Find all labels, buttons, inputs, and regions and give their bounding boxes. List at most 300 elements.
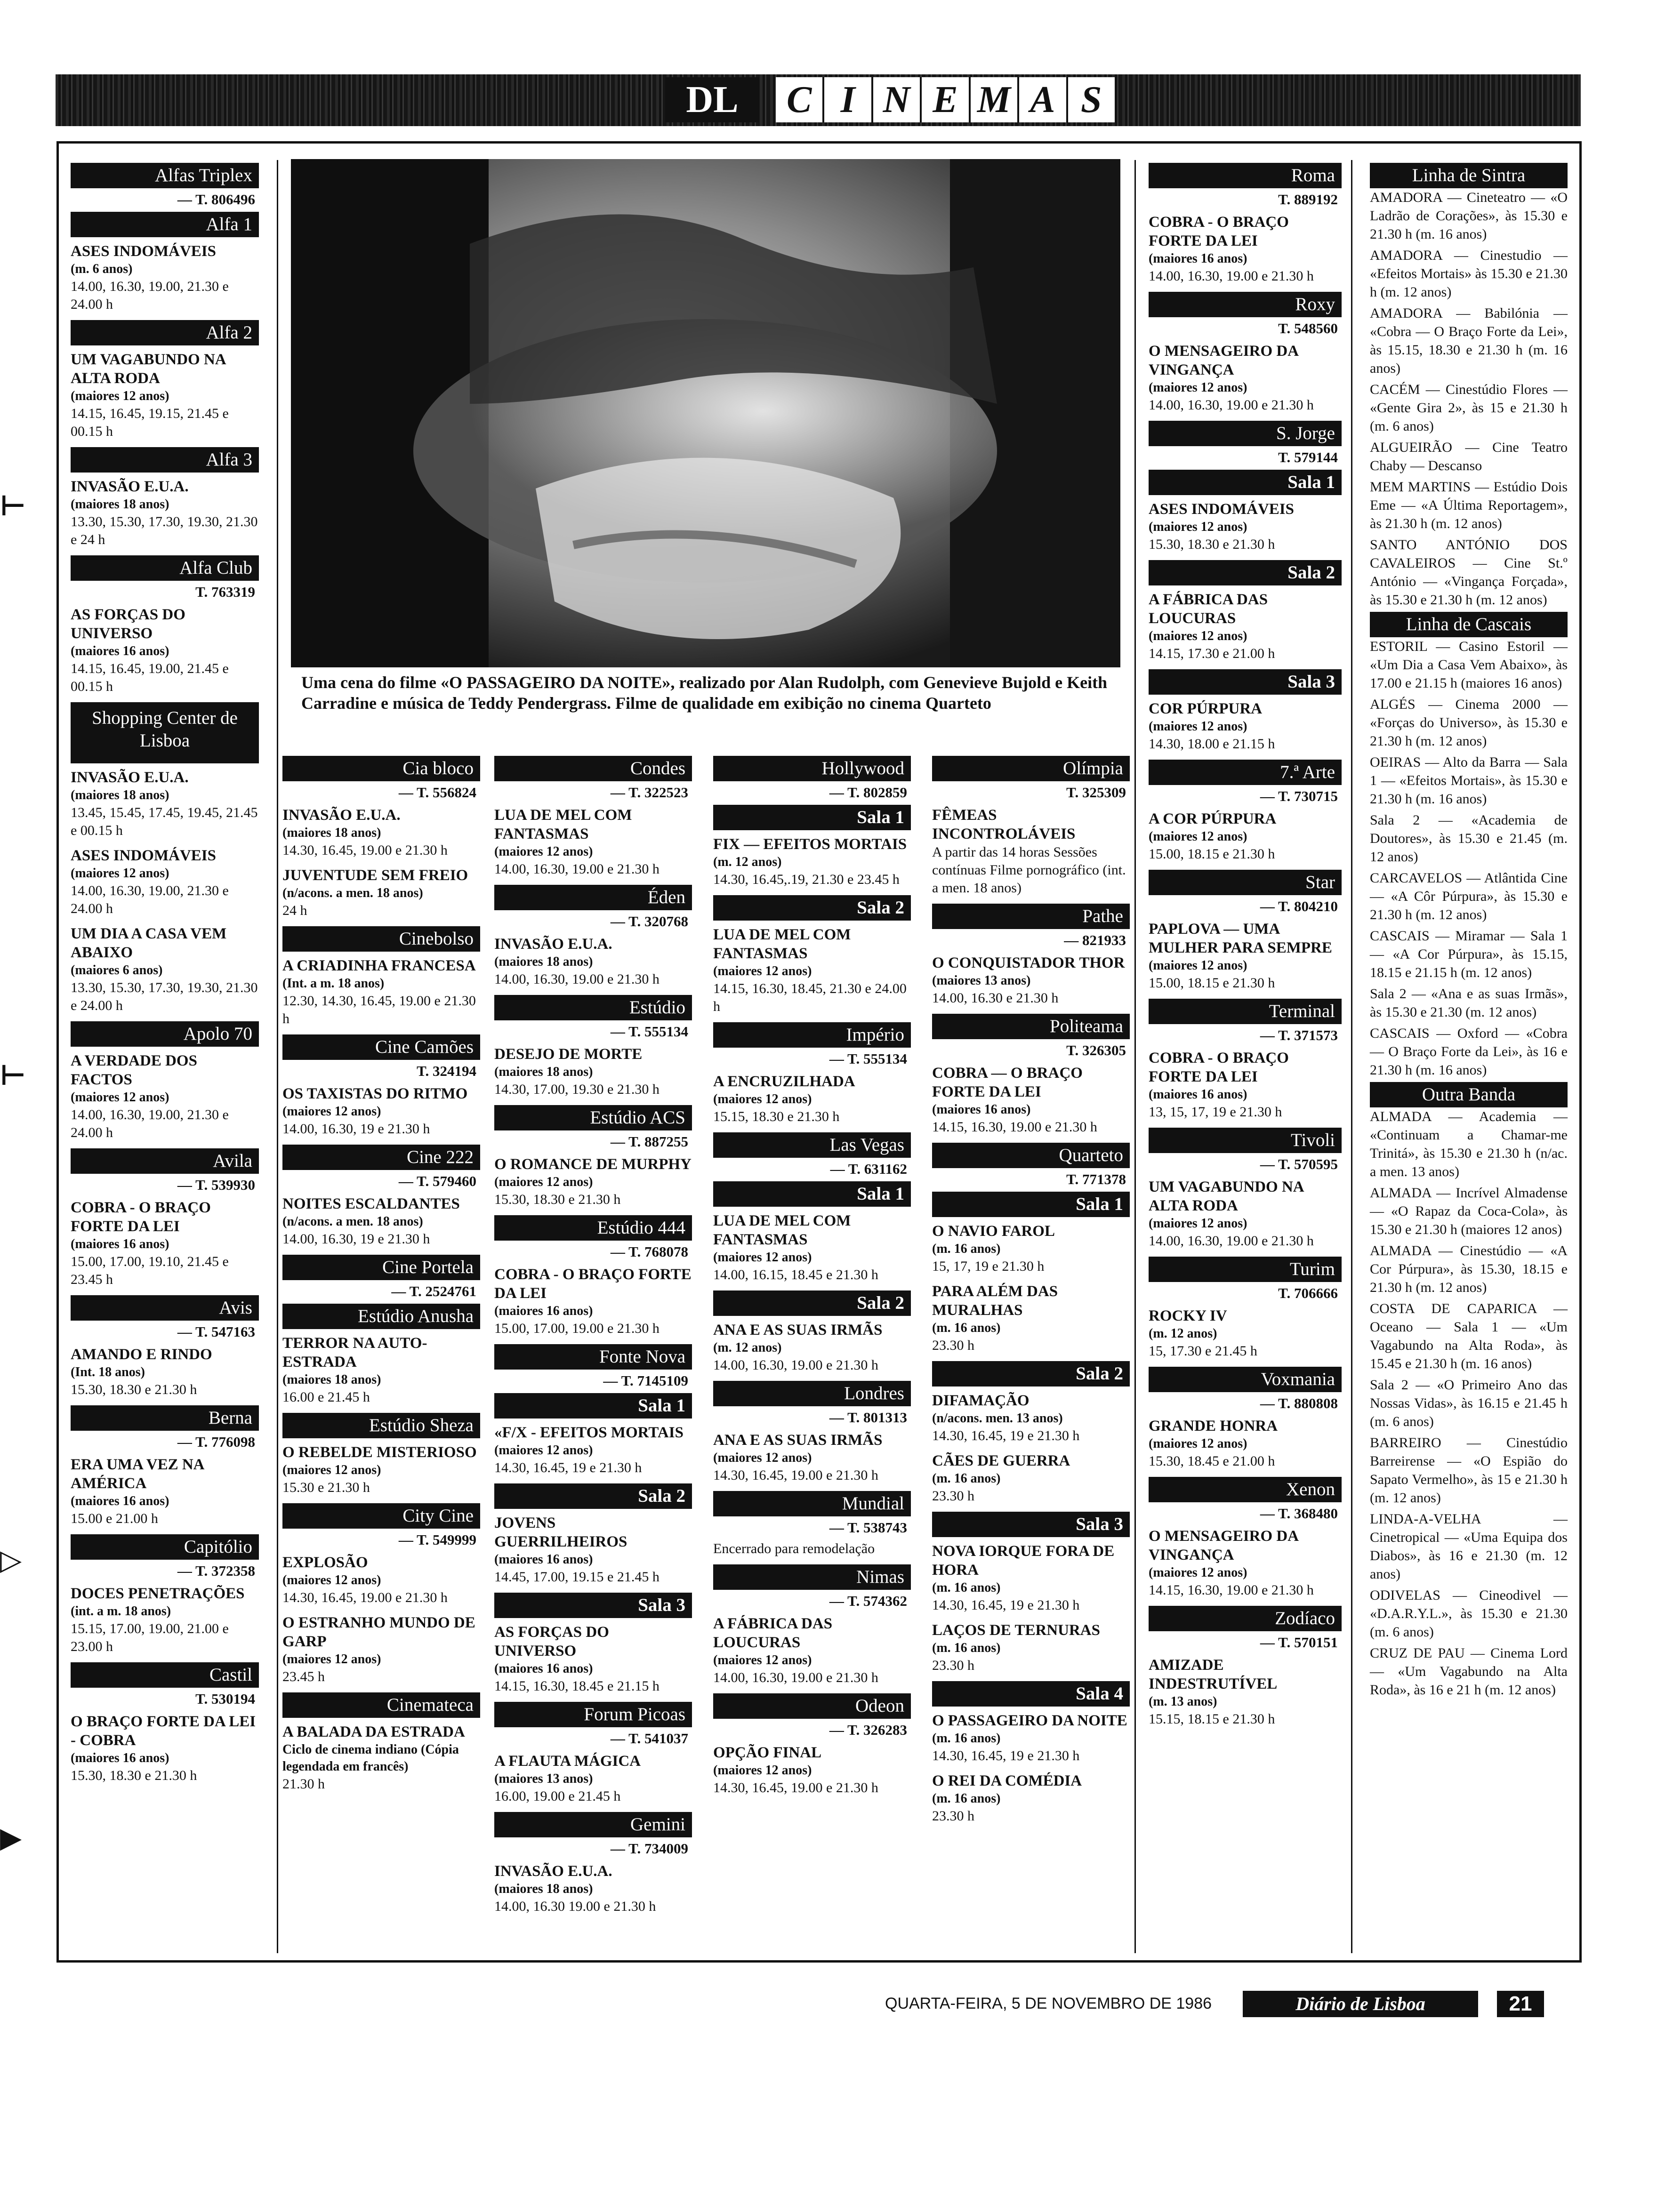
film-times: 15, 17.30 e 21.45 h [1149,1343,1257,1359]
film-rating: (m. 16 anos) [932,1791,1001,1806]
film-title: DOCES PENETRAÇÕES [71,1585,245,1602]
film-title: O MENSAGEIRO DA VINGANÇA [1149,343,1298,378]
film-title: EXPLOSÃO [282,1554,368,1571]
regional-listing: OEIRAS — Alto da Barra — Sala 1 — «Efeitos Mortais», às 15.30 e 21.30 h (m. 16 anos) [1370,754,1568,807]
cinema-heading: Gemini [494,1812,692,1837]
cinema-heading: Alfa 3 [71,447,259,473]
film-times: 15.30, 18.30 e 21.30 h [71,1382,197,1397]
regional-listing: ALGUEIRÃO — Cine Teatro Chaby — Descanso [1370,440,1568,473]
film-times: 15.30, 18.30 e 21.30 h [494,1192,621,1207]
film-times: 24 h [282,903,307,918]
cinema-heading: Sala 1 [1149,470,1342,495]
film-title: INVASÃO E.U.A. [282,807,401,824]
film-title: TERROR NA AUTO-ESTRADA [282,1335,427,1370]
film-rating: (maiores 16 anos) [1149,251,1247,266]
cinema-heading: Sala 1 [494,1393,692,1419]
film-title: O CONQUISTADOR THOR [932,954,1125,971]
cinema-column [932,753,1130,1832]
film-times: 15.00, 18.15 e 21.30 h [1149,975,1275,991]
cinema-phone: — T. 887255 [610,1133,688,1150]
film-times: 23.30 h [932,1488,974,1504]
film-times: 14.30, 16.45, 19.00 e 21.30 h [282,1590,448,1605]
cinema-heading: Roma [1149,163,1342,188]
film-rating: (maiores 13 anos) [932,973,1031,988]
film-rating: (maiores 16 anos) [1149,1087,1247,1102]
film-title: NOITES ESCALDANTES [282,1195,460,1212]
regional-listing: AMADORA — Babilónia — «Cobra — O Braço Forte da Lei», às 15.15, 18.30 e 21.30 h (m. 16 anos) [1370,305,1568,376]
film-times: 14.30, 16.45, 19.00 e 21.30 h [282,842,448,858]
cinema-phone: — T. 804210 [1260,898,1338,914]
cinema-phone: — T. 631162 [830,1161,907,1177]
film-times: 16.00 e 21.45 h [282,1389,370,1405]
film-times: 14.00, 16.30, 19.00 e 21.30 h [494,971,660,987]
film-title: ROCKY IV [1149,1307,1227,1324]
film-rating: (maiores 16 anos) [494,1552,593,1567]
film-title: JOVENS GUERRILHEIROS [494,1515,627,1550]
film-title: LUA DE MEL COM FANTASMAS [713,1212,851,1248]
film-times: 15.00 e 21.00 h [71,1511,158,1526]
film-title: COBRA - O BRAÇO FORTE DA LEI [1149,1050,1289,1085]
film-rating: (m. 12 anos) [1149,1326,1217,1341]
photo-image [291,159,1120,667]
film-times: 14.30, 18.00 e 21.15 h [1149,736,1275,752]
cinema-heading: Cinemateca [282,1692,480,1718]
film-rating: (maiores 18 anos) [494,1065,593,1079]
region-heading: Linha de Sintra [1370,163,1568,188]
cinema-phone: — T. 2524761 [391,1283,476,1299]
film-times: 15.15, 18.30 e 21.30 h [713,1109,840,1124]
film-times: 14.15, 16.30, 19.00 e 21.30 h [932,1119,1097,1135]
cinema-heading: Capitólio [71,1534,259,1560]
cinema-heading: Sala 1 [713,1181,911,1207]
edge-mark-icon: ▶ [0,1821,22,1854]
cinema-heading: Alfa 1 [71,212,259,237]
regional-listing: CRUZ DE PAU — Cinema Lord — «Um Vagabundo na Alta Roda», às 16 e 21 h (m. 12 anos) [1370,1645,1568,1698]
film-title: COBRA - O BRAÇO FORTE DA LEI [1149,214,1289,249]
cinema-heading: Avis [71,1295,259,1321]
cinema-heading: Éden [494,885,692,910]
film-times: 14.00, 16.30, 19.00 e 21.30 h [1149,397,1314,413]
film-times: 14.00, 16.30, 19 e 21.30 h [282,1121,430,1137]
cinema-heading: Sala 1 [713,805,911,830]
regional-listing: CASCAIS — Oxford — «Cobra — O Braço Forte da Lei», às 16 e 21.30 h (m. 16 anos) [1370,1026,1568,1078]
newspaper-logo: DL [665,77,759,122]
cinema-phone: — T. 539930 [177,1177,255,1193]
cinema-phone: — T. 556824 [398,784,476,801]
cinema-heading: Mundial [713,1491,911,1516]
cinema-phone: T. 706666 [1278,1285,1338,1301]
title-letter: A [1019,77,1068,122]
film-title: INVASÃO E.U.A. [71,769,189,786]
film-title: LUA DE MEL COM FANTASMAS [713,926,851,962]
film-rating: (maiores 12 anos) [71,1090,169,1105]
film-times: 14.00, 16.30 19.00 e 21.30 h [494,1899,656,1914]
film-title: LAÇOS DE TERNURAS [932,1622,1100,1639]
cinema-heading: Sala 4 [932,1681,1130,1707]
film-times: 14.15, 16.45, 19.00, 21.45 e 00.15 h [71,661,229,694]
cinema-heading: Fonte Nova [494,1344,692,1370]
film-rating: (maiores 16 anos) [494,1661,593,1676]
film-title: A FLAUTA MÁGICA [494,1753,641,1770]
cinema-heading: Shopping Center de Lisboa [71,702,259,763]
cinema-heading: Império [713,1022,911,1048]
film-title: COBRA - O BRAÇO FORTE DA LEI [494,1266,692,1302]
film-title: OS TAXISTAS DO RITMO [282,1085,468,1102]
film-title: JUVENTUDE SEM FREIO [282,867,468,884]
film-title: O BRAÇO FORTE DA LEI - COBRA [71,1713,256,1749]
cinema-heading: Turim [1149,1257,1342,1282]
film-title: DIFAMAÇÃO [932,1392,1030,1409]
cinema-phone: — T. 371573 [1260,1027,1338,1043]
film-title: UM VAGABUNDO NA ALTA RODA [71,351,225,387]
cinema-heading: Politeama [932,1014,1130,1039]
film-rating: Ciclo de cinema indiano (Cópia legendada em francês) [282,1742,459,1774]
cinema-heading: Quarteto [932,1143,1130,1168]
film-rating: (maiores 18 anos) [282,825,381,840]
title-letter: N [873,77,922,122]
page-number: 21 [1497,1991,1544,2017]
regional-listing: AMADORA — Cinestudio — «Efeitos Mortais» às 15.30 e 21.30 h (m. 12 anos) [1370,248,1568,300]
cinema-heading: Terminal [1149,999,1342,1024]
film-rating: (maiores 12 anos) [713,964,812,978]
cinema-heading: Cinebolso [282,926,480,952]
film-rating: (maiores 18 anos) [494,1882,593,1896]
cinema-heading: Las Vegas [713,1132,911,1158]
film-rating: (maiores 12 anos) [713,1763,812,1778]
film-times: 14.45, 17.00, 19.15 e 21.45 h [494,1569,660,1585]
regional-listing: CACÉM — Cinestúdio Flores — «Gente Gira 2», às 15 e 21.30 h (m. 6 anos) [1370,382,1568,434]
cinema-phone: — T. 541037 [610,1730,688,1747]
cinema-phone: — T. 320768 [610,913,688,930]
film-title: NOVA IORQUE FORA DE HORA [932,1543,1115,1579]
film-title: O ROMANCE DE MURPHY [494,1156,692,1173]
film-rating: (Int. a m. 18 anos) [282,976,385,991]
cinema-heading: City Cine [282,1503,480,1529]
film-rating: (maiores 18 anos) [282,1372,381,1387]
film-rating: (m. 12 anos) [713,855,782,869]
cinema-column [282,753,480,1800]
film-times: 15.30, 18.30 e 21.30 h [71,1768,197,1783]
film-title: O REBELDE MISTERIOSO [282,1444,477,1461]
film-times: 15.30, 18.30 e 21.30 h [1149,537,1275,552]
film-times: 14.30, 16.45, 19 e 21.30 h [494,1460,642,1475]
page-footer [885,1991,1553,2019]
cinema-phone: — T. 7145109 [603,1372,688,1389]
film-title: ASES INDOMÁVEIS [71,243,216,260]
film-title: GRANDE HONRA [1149,1418,1278,1435]
cinema-phone: — T. 570151 [1260,1634,1338,1651]
cinema-heading: Sala 2 [932,1361,1130,1387]
regional-listing: Sala 2 — «Ana e as suas Irmãs», às 15.30 e 21.30 (m. 12 anos) [1370,986,1568,1020]
film-title: ERA UMA VEZ NA AMÉRICA [71,1456,204,1492]
film-title: INVASÃO E.U.A. [71,478,189,495]
cinema-phone: — T. 776098 [177,1434,255,1450]
cinema-heading: Cine Portela [282,1255,480,1280]
cinema-heading: S. Jorge [1149,421,1342,446]
cinema-phone: — T. 574362 [829,1593,907,1609]
film-times: 14.30, 16.45, 19 e 21.30 h [932,1748,1080,1763]
film-rating: (maiores 12 anos) [1149,1565,1247,1580]
film-times: 14.30, 16.45, 19.00 e 21.30 h [713,1780,878,1795]
cinema-heading: Pathe [932,904,1130,929]
cinema-heading: Sala 2 [713,1290,911,1316]
film-rating: (maiores 16 anos) [71,1751,169,1765]
film-rating: (maiores 12 anos) [494,844,593,859]
film-times: 23.30 h [932,1338,974,1353]
regional-listing: BARREIRO — Cinestúdio Barreirense — «O Espião do Sapato Vermelho», às 15 e 21.30 h (m. 12 anos) [1370,1435,1568,1506]
film-title: O PASSAGEIRO DA NOITE [932,1712,1127,1729]
film-times: 13, 15, 17, 19 e 21.30 h [1149,1104,1282,1120]
cinema-heading: Estúdio Anusha [282,1304,480,1329]
film-times: 14.00, 16.30, 19 e 21.30 h [282,1231,430,1247]
regional-listing: ALGÉS — Cinema 2000 — «Forças do Universo», às 15.30 e 21.30 h (m. 12 anos) [1370,697,1568,749]
publication-date: QUARTA-FEIRA, 5 DE NOVEMBRO DE 1986 [885,1995,1212,2012]
cinema-phone: — T. 768078 [610,1243,688,1260]
film-rating: (maiores 12 anos) [282,1104,381,1119]
cinema-phone: T. 324194 [417,1063,476,1079]
film-title: ASES INDOMÁVEIS [1149,501,1294,518]
cinema-heading: Alfas Triplex [71,163,259,188]
film-rating: (m. 16 anos) [932,1580,1001,1595]
film-times: 14.15, 16.30, 18.45 e 21.15 h [494,1678,660,1694]
title-letter: C [776,77,824,122]
cinema-phone: — T. 372358 [177,1563,255,1579]
film-times: 15.15, 18.15 e 21.30 h [1149,1711,1275,1727]
film-title: A VERDADE DOS FACTOS [71,1052,197,1088]
cinema-heading: Apolo 70 [71,1021,259,1047]
film-times: 23.30 h [932,1808,974,1824]
film-rating: (maiores 12 anos) [282,1463,381,1477]
regional-listing: ALMADA — Cinestúdio — «A Cor Púrpura», às 15.30, 18.15 e 21.30 h (m. 12 anos) [1370,1243,1568,1295]
film-title: LUA DE MEL COM FANTASMAS [494,807,632,842]
title-letter: E [922,77,970,122]
cinema-phone: — T. 579460 [398,1173,476,1189]
film-times: 14.00, 16.30, 19.00 e 21.30 h [494,861,660,877]
cinema-column [1149,160,1342,1735]
film-times: 14.30, 16.45, 19 e 21.30 h [932,1597,1080,1613]
film-times: 15.15, 17.00, 19.00, 21.00 e 23.00 h [71,1621,229,1654]
film-rating: (maiores 12 anos) [1149,380,1247,395]
column-divider [1351,160,1352,1953]
cinema-heading: Odeon [713,1693,911,1719]
film-rating: (maiores 12 anos) [494,1175,593,1189]
film-title: DESEJO DE MORTE [494,1046,643,1063]
film-title: A FÁBRICA DAS LOUCURAS [1149,591,1268,627]
film-rating: (maiores 12 anos) [1149,719,1247,734]
film-times: 14.15, 16.45, 19.15, 21.45 e 00.15 h [71,406,229,439]
regional-listing: Sala 2 — «Academia de Doutores», às 15.30 e 21.45 (m. 12 anos) [1370,812,1568,865]
film-times: 13.30, 15.30, 17.30, 19.30, 21.30 e 24.00 h [71,980,258,1013]
film-rating: (maiores 12 anos) [713,1250,812,1265]
film-times: 23.30 h [932,1658,974,1673]
film-still-photo [291,159,1120,667]
film-rating: (maiores 16 anos) [71,644,169,658]
regional-listing: ESTORIL — Casino Estoril — «Um Dia a Casa Vem Abaixo», às 17.00 e 21.15 h (maiores 16 anos) [1370,639,1568,691]
film-rating: (maiores 12 anos) [1149,520,1247,534]
film-rating: (maiores 12 anos) [494,1443,593,1458]
film-times: 14.30, 16.45,.19, 21.30 e 23.45 h [713,872,900,887]
film-rating: (int. a m. 18 anos) [71,1604,171,1619]
cinema-heading: Sala 3 [1149,669,1342,695]
film-times: 14.00, 16.30, 19.00 e 21.30 h [1149,268,1314,284]
film-title: ANA E AS SUAS IRMÃS [713,1432,883,1449]
film-title: A CRIADINHA FRANCESA [282,957,476,974]
film-rating: (m. 12 anos) [713,1340,782,1355]
regional-listing: ALMADA — Academia — «Continuam a Chamar-me Trinitá», às 15.30 e 21.30 h (n/ac. a men. 13 anos) [1370,1109,1568,1179]
film-rating: (n/acons. a men. 18 anos) [282,886,423,900]
cinema-heading: Estúdio ACS [494,1105,692,1130]
cinema-heading: Voxmania [1149,1367,1342,1392]
cinema-heading: Sala 1 [932,1192,1130,1217]
cinema-heading: Tivoli [1149,1128,1342,1153]
film-times: 13.30, 15.30, 17.30, 19.30, 21.30 e 24 h [71,514,258,547]
cinema-heading: Hollywood [713,756,911,781]
film-title: A FÁBRICA DAS LOUCURAS [713,1615,833,1651]
film-rating: (maiores 12 anos) [1149,1216,1247,1231]
film-title: O NAVIO FAROL [932,1223,1055,1240]
cinema-heading: Sala 2 [494,1483,692,1509]
film-rating: (m. 16 anos) [932,1471,1001,1486]
film-rating: (m. 16 anos) [932,1242,1001,1256]
cinema-heading: Cine 222 [282,1145,480,1170]
film-title: AMANDO E RINDO [71,1346,212,1363]
film-title: A COR PÚRPURA [1149,810,1277,827]
regional-listing: ODIVELAS — Cineodivel — «D.A.R.Y.L.», às 15.30 e 21.30 (m. 6 anos) [1370,1587,1568,1640]
film-rating: (maiores 18 anos) [494,954,593,969]
film-rating: (maiores 16 anos) [932,1102,1031,1117]
film-rating: (maiores 12 anos) [71,866,169,881]
film-times: 14.00, 16.30, 19.00, 21.30 e 24.00 h [71,1107,229,1140]
film-rating: (maiores 12 anos) [1149,829,1247,844]
cinema-phone: — T. 880808 [1260,1395,1338,1411]
film-times: 16.00, 19.00 e 21.45 h [494,1788,621,1804]
film-times: 13.45, 15.45, 17.45, 19.45, 21.45 e 00.15 h [71,805,258,838]
photo-caption: Uma cena do filme «O PASSAGEIRO DA NOITE», realizado por Alan Rudolph, com Genevieve Bujold e Keith Carradine e música de Teddy Pendergrass. Filme de qualidade em exibição no cinema Quarteto [301,673,1108,713]
film-rating: (m. 13 anos) [1149,1694,1217,1709]
cinema-phone: T. 889192 [1278,191,1338,208]
film-rating: (maiores 12 anos) [713,1092,812,1106]
cinema-phone: T. 763319 [195,584,255,600]
title-letter: I [824,77,873,122]
film-rating: (maiores 12 anos) [1149,1436,1247,1451]
film-times: 14.00, 16.15, 18.45 e 21.30 h [713,1267,878,1282]
column-divider [277,160,278,1953]
cinema-phone: T. 579144 [1278,449,1338,465]
film-rating: (maiores 12 anos) [1149,629,1247,643]
regional-listing: AMADORA — Cineteatro — «O Ladrão de Corações», às 15.30 e 21.30 h (m. 16 anos) [1370,190,1568,242]
regional-listing: SANTO ANTÓNIO DOS CAVALEIROS — Cine St.º António — «Vingança Forçada», às 15.30 e 21.30 h (m. 12 anos) [1370,537,1568,608]
film-title: FIX — EFEITOS MORTAIS [713,836,907,853]
cinema-phone: — T. 734009 [610,1840,688,1857]
film-title: OPÇÃO FINAL [713,1744,822,1761]
film-title: CÃES DE GUERRA [932,1452,1070,1469]
film-times: 15.00, 18.15 e 21.30 h [1149,846,1275,862]
film-times: 15.30 e 21.30 h [282,1480,370,1495]
cinema-heading: Avila [71,1148,259,1174]
film-times: 15, 17, 19 e 21.30 h [932,1258,1045,1274]
title-letter: S [1080,79,1102,120]
film-times: 14.30, 17.00, 19.30 e 21.30 h [494,1082,660,1097]
film-rating: (maiores 18 anos) [71,788,169,802]
cinema-phone: — T. 555134 [829,1050,907,1067]
cinema-phone: T. 530194 [195,1691,255,1707]
cinema-heading: Estúdio [494,995,692,1020]
film-title: O MENSAGEIRO DA VINGANÇA [1149,1528,1298,1563]
film-rating: (maiores 16 anos) [71,1237,169,1251]
film-title: ANA E AS SUAS IRMÃS [713,1322,883,1338]
regional-listing: CARCAVELOS — Atlântida Cine — «A Côr Púrpura», às 15.30 e 21.30 h (m. 12 anos) [1370,870,1568,922]
cinema-phone: T. 771378 [1066,1171,1126,1187]
film-title: UM DIA A CASA VEM ABAIXO [71,925,227,961]
film-title: AS FORÇAS DO UNIVERSO [71,606,185,642]
film-title: COBRA - O BRAÇO FORTE DA LEI [71,1199,211,1235]
film-times: 12.30, 14.30, 16.45, 19.00 e 21.30 h [282,993,476,1026]
cinema-heading: Nimas [713,1564,911,1590]
film-rating: (maiores 12 anos) [713,1451,812,1465]
newspaper-name: Diário de Lisboa [1243,1991,1478,2017]
film-title: O REI DA COMÉDIA [932,1772,1082,1789]
cinema-heading: Sala 2 [1149,560,1342,585]
cinema-heading: Berna [71,1405,259,1431]
film-times: 15.00, 17.00, 19.00 e 21.30 h [494,1321,660,1336]
film-rating: (maiores 12 anos) [71,389,169,403]
film-rating: (m. 16 anos) [932,1641,1001,1655]
cinema-heading: Star [1149,870,1342,895]
film-title: UM VAGABUNDO NA ALTA RODA [1149,1178,1303,1214]
cinema-phone: — T. 547163 [177,1323,255,1340]
film-title: AS FORÇAS DO UNIVERSO [494,1624,609,1659]
film-times: 14.15, 16.30, 19.00 e 21.30 h [1149,1582,1314,1598]
cinema-phone: T. 325309 [1066,784,1126,801]
film-times: 14.30, 16.45, 19 e 21.30 h [932,1428,1080,1443]
film-times: 14.00, 16.30, 19.00, 21.30 e 24.00 h [71,279,229,312]
cinema-phone: T. 548560 [1278,320,1338,337]
cinema-phone: — T. 322523 [610,784,688,801]
cinema-heading: Forum Picoas [494,1702,692,1727]
cinema-heading: Cine Camões [282,1034,480,1060]
cinema-heading: Condes [494,756,692,781]
regional-listing: Sala 2 — «O Primeiro Ano das Nossas Vidas», às 16.15 e 21.45 h (m. 6 anos) [1370,1377,1568,1429]
film-times: A partir das 14 horas Sessões contínuas Filme pornográfico (int. a men. 18 anos) [932,844,1126,896]
cinema-column [713,753,911,1803]
film-title: A ENCRUZILHADA [713,1073,855,1090]
cinema-phone: — T. 538743 [829,1519,907,1536]
cinema-heading: Alfa 2 [71,320,259,345]
film-times: 21.30 h [282,1776,325,1792]
cinema-column [494,753,692,1922]
film-rating: (m. 16 anos) [932,1731,1001,1746]
cinema-heading: Alfa Club [71,555,259,581]
film-title: COR PÚRPURA [1149,700,1263,717]
film-rating: (maiores 12 anos) [713,1653,812,1667]
cinema-heading: Castil [71,1662,259,1688]
film-title: INVASÃO E.U.A. [494,1863,612,1880]
film-times: 14.15, 17.30 e 21.00 h [1149,646,1275,661]
cinema-heading: Roxy [1149,292,1342,317]
film-rating: (maiores 12 anos) [282,1652,381,1667]
film-times: 14.15, 16.30, 18.45, 21.30 e 24.00 h [713,981,907,1014]
cinema-heading: Zodíaco [1149,1606,1342,1631]
film-times: 15.30, 18.45 e 21.00 h [1149,1453,1275,1469]
film-title: A BALADA DA ESTRADA [282,1723,465,1740]
film-title: PARA ALÉM DAS MURALHAS [932,1283,1058,1319]
title-letter: M [971,77,1019,122]
film-rating: (maiores 6 anos) [71,963,163,978]
cinema-heading: Sala 3 [494,1593,692,1618]
cinema-heading: Sala 2 [713,895,911,921]
film-times: 14.00, 16.30, 19.00 e 21.30 h [713,1670,878,1685]
film-times: 14.00, 16.30, 19.00 e 21.30 h [713,1357,878,1373]
